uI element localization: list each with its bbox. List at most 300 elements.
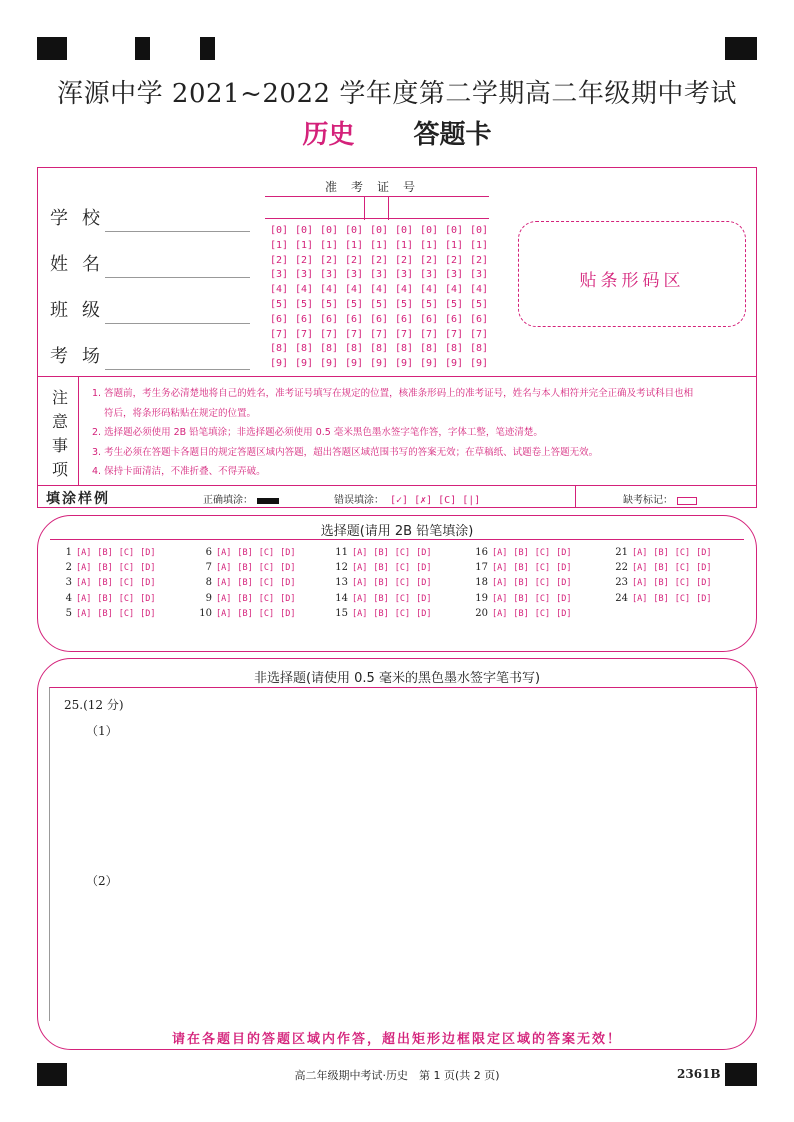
title-rule [50, 539, 744, 540]
question-number: 12 [335, 562, 348, 574]
digit-bubble[interactable]: [2] [419, 254, 439, 266]
option-bubble[interactable]: [A] [216, 563, 232, 574]
choice-question [198, 562, 338, 577]
digit-bubble[interactable]: [5] [469, 298, 489, 310]
option-bubble[interactable]: [C] [258, 563, 275, 574]
digit-bubble[interactable]: [2] [394, 254, 414, 266]
option-bubble[interactable]: [A] [492, 608, 508, 619]
option-bubble[interactable]: [B] [653, 578, 669, 589]
digit-bubble[interactable]: [6] [344, 313, 364, 325]
digit-bubble[interactable]: [1] [344, 239, 364, 251]
choice-question [614, 547, 754, 562]
digit-bubble[interactable]: [8] [269, 343, 289, 355]
digit-bubbles [269, 225, 489, 373]
barcode-area [518, 221, 746, 327]
digit-bubble[interactable]: [5] [369, 298, 389, 310]
wrong-fill-label: 错误填涂： [334, 495, 384, 506]
option-bubble[interactable]: [A] [76, 563, 92, 574]
id-cell[interactable] [365, 197, 389, 220]
option-bubble[interactable]: [D] [416, 593, 432, 604]
digit-bubble[interactable]: [4] [394, 284, 414, 296]
question-number: 18 [475, 577, 488, 589]
class-label: 班级 [50, 300, 114, 321]
digit-bubble[interactable]: [5] [269, 298, 289, 310]
question-number: 6 [205, 547, 212, 558]
option-bubble[interactable]: [C] [674, 548, 691, 558]
option-bubble[interactable]: [D] [416, 578, 432, 589]
choice-question [198, 593, 338, 608]
option-bubble[interactable]: [A] [216, 578, 232, 589]
digit-bubble[interactable]: [6] [444, 313, 464, 325]
choice-question [58, 562, 198, 577]
digit-row [269, 269, 489, 284]
barcode-label: 贴条形码区 [579, 271, 685, 291]
option-bubble[interactable]: [C] [534, 593, 551, 604]
option-bubble[interactable]: [D] [280, 608, 296, 619]
digit-bubble[interactable]: [6] [419, 313, 439, 325]
alignment-mark [37, 37, 67, 60]
option-bubble[interactable]: [D] [696, 593, 712, 604]
digit-row [269, 299, 489, 314]
option-bubble[interactable]: [C] [258, 608, 275, 619]
option-bubble[interactable]: [D] [140, 578, 156, 589]
school-field[interactable] [50, 206, 250, 232]
option-bubble[interactable]: [C] [534, 578, 551, 589]
answer-area-warning: 请在各题目的答题区域内作答，超出矩形边框限定区域的答案无效！ [171, 1032, 622, 1047]
fill-sample-title: 填涂样例 [46, 491, 110, 507]
digit-bubble[interactable]: [0] [394, 225, 414, 236]
option-bubble[interactable]: [B] [653, 593, 669, 604]
digit-bubble[interactable]: [4] [319, 284, 339, 296]
option-bubble[interactable]: [C] [534, 548, 551, 558]
option-bubble[interactable]: [A] [492, 563, 508, 574]
alignment-mark [725, 37, 757, 60]
option-bubble[interactable]: [A] [352, 548, 368, 558]
digit-bubble[interactable]: [9] [444, 358, 464, 370]
notice-item: 1. 答题前，考生务必清楚地将自己的姓名，准考证号填写在规定的位置，核准条形码上的准考证号，姓名与本人相符并完全正确及考试科目也相 [92, 388, 694, 399]
fill-sample-row [38, 486, 756, 508]
id-cell[interactable] [265, 197, 365, 220]
option-bubble[interactable]: [A] [216, 608, 232, 619]
exam-room-field[interactable] [50, 344, 250, 370]
digit-bubble[interactable]: [9] [369, 358, 389, 370]
question-number: 7 [205, 562, 212, 574]
digit-bubble[interactable]: [8] [294, 343, 314, 355]
option-bubble[interactable]: [A] [632, 563, 648, 574]
question-25-part-1: （1） [86, 724, 118, 738]
digit-bubble[interactable]: [3] [444, 269, 464, 281]
option-bubble[interactable]: [C] [674, 593, 691, 604]
correct-fill-mark [257, 498, 279, 504]
digit-bubble[interactable]: [3] [294, 269, 314, 281]
digit-bubble[interactable]: [0] [469, 225, 489, 236]
choice-question [334, 562, 474, 577]
choice-question [474, 593, 614, 608]
digit-bubble[interactable]: [6] [469, 313, 489, 325]
option-bubble[interactable]: [B] [513, 608, 529, 619]
option-bubble[interactable]: [B] [237, 548, 253, 558]
choice-column [198, 547, 338, 623]
absent-checkbox[interactable] [677, 497, 697, 505]
option-bubble[interactable]: [B] [373, 608, 389, 619]
option-bubble[interactable]: [C] [534, 608, 551, 619]
choice-column [614, 547, 754, 608]
option-bubble[interactable]: [D] [696, 578, 712, 589]
option-bubble[interactable]: [C] [394, 578, 411, 589]
option-bubble[interactable]: [B] [373, 548, 389, 558]
absent-label: 缺考标记： [623, 495, 673, 506]
class-line[interactable] [105, 323, 250, 324]
digit-bubble[interactable]: [3] [469, 269, 489, 281]
option-bubble[interactable]: [B] [513, 578, 529, 589]
digit-bubble[interactable]: [8] [369, 343, 389, 355]
option-bubble[interactable]: [D] [696, 563, 712, 574]
digit-bubble[interactable]: [4] [444, 284, 464, 296]
option-bubble[interactable]: [D] [556, 548, 572, 558]
option-bubble[interactable]: [B] [513, 593, 529, 604]
exam-title: 浑源中学 2021~2022 学年度第二学期高二年级期中考试 [57, 79, 737, 109]
digit-bubble[interactable]: [8] [319, 343, 339, 355]
digit-bubble[interactable]: [0] [444, 225, 464, 236]
digit-bubble[interactable]: [1] [319, 239, 339, 251]
option-bubble[interactable]: [B] [653, 563, 669, 574]
digit-bubble[interactable]: [7] [469, 328, 489, 340]
digit-bubble[interactable]: [9] [269, 358, 289, 370]
option-bubble[interactable]: [D] [280, 593, 296, 604]
option-bubble[interactable]: [A] [632, 548, 648, 558]
option-bubble[interactable]: [D] [140, 563, 156, 574]
digit-bubble[interactable]: [3] [369, 269, 389, 281]
digit-bubble[interactable]: [2] [294, 254, 314, 266]
choice-question [198, 608, 338, 623]
notice-item: 2. 选择题必须使用 2B 铅笔填涂；非选择题必须使用 0.5 毫米黑色墨水签字笔作答，字体工整，笔迹清楚。 [92, 427, 543, 438]
digit-bubble[interactable]: [8] [394, 343, 414, 355]
option-bubble[interactable]: [D] [140, 593, 156, 604]
choice-question [614, 562, 754, 577]
option-bubble[interactable]: [A] [632, 593, 648, 604]
digit-bubble[interactable]: [9] [394, 358, 414, 370]
digit-row [269, 329, 489, 344]
name-line[interactable] [105, 277, 250, 278]
choice-question [474, 577, 614, 592]
digit-bubble[interactable]: [4] [269, 284, 289, 296]
option-bubble[interactable]: [A] [352, 578, 368, 589]
digit-bubble[interactable]: [2] [344, 254, 364, 266]
option-bubble[interactable]: [B] [97, 548, 113, 558]
question-number: 3 [65, 577, 72, 589]
digit-bubble[interactable]: [1] [369, 239, 389, 251]
choice-column [334, 547, 474, 623]
digit-bubble[interactable]: [4] [419, 284, 439, 296]
option-bubble[interactable]: [A] [216, 593, 232, 604]
exam-room-label: 考场 [50, 346, 114, 367]
digit-bubble[interactable]: [1] [269, 239, 289, 251]
subject-row [0, 114, 794, 151]
digit-bubble[interactable]: [8] [419, 343, 439, 355]
digit-bubble[interactable]: [6] [269, 313, 289, 325]
digit-bubble[interactable]: [0] [419, 225, 439, 236]
option-bubble[interactable]: [C] [674, 578, 691, 589]
option-bubble[interactable]: [C] [118, 578, 135, 589]
digit-bubble[interactable]: [0] [319, 225, 339, 236]
option-bubble[interactable]: [A] [632, 578, 648, 589]
digit-bubble[interactable]: [1] [294, 239, 314, 251]
digit-bubble[interactable]: [8] [444, 343, 464, 355]
option-bubble[interactable]: [B] [237, 593, 253, 604]
choice-column [58, 547, 198, 623]
digit-bubble[interactable]: [5] [394, 298, 414, 310]
option-bubble[interactable]: [C] [534, 563, 551, 574]
question-number: 1 [65, 547, 72, 558]
info-box [37, 167, 757, 508]
digit-bubble[interactable]: [7] [294, 328, 314, 340]
option-bubble[interactable]: [C] [394, 593, 411, 604]
digit-row [269, 358, 489, 373]
question-number: 11 [335, 547, 348, 558]
choice-question [334, 577, 474, 592]
choice-question [614, 593, 754, 608]
question-number: 16 [475, 547, 488, 558]
exam-room-line[interactable] [105, 369, 250, 370]
digit-row [269, 314, 489, 329]
option-bubble[interactable]: [A] [76, 548, 92, 558]
digit-bubble[interactable]: [6] [294, 313, 314, 325]
question-number: 19 [475, 592, 488, 604]
digit-bubble[interactable]: [2] [444, 254, 464, 266]
option-bubble[interactable]: [B] [513, 563, 529, 574]
absent-mark-sample [623, 491, 697, 506]
id-cell[interactable] [389, 197, 489, 220]
option-bubble[interactable]: [B] [97, 593, 113, 604]
question-number: 24 [615, 592, 628, 604]
question-number: 4 [65, 592, 72, 604]
notice-heading: 注意事项 [51, 388, 68, 479]
question-number: 5 [65, 607, 72, 619]
choice-question [198, 547, 338, 562]
choice-question [474, 608, 614, 623]
alignment-mark [135, 37, 150, 60]
digit-bubble[interactable]: [7] [319, 328, 339, 340]
written-answer-section [37, 658, 757, 1050]
option-bubble[interactable]: [D] [280, 548, 296, 558]
digit-bubble[interactable]: [0] [294, 225, 314, 236]
option-bubble[interactable]: [D] [416, 548, 432, 558]
option-bubble[interactable]: [A] [76, 608, 92, 619]
option-bubble[interactable]: [D] [556, 578, 572, 589]
digit-bubble[interactable]: [6] [319, 313, 339, 325]
choice-question [474, 562, 614, 577]
option-bubble[interactable]: [C] [118, 563, 135, 574]
option-bubble[interactable]: [B] [97, 608, 113, 619]
digit-bubble[interactable]: [1] [469, 239, 489, 251]
option-bubble[interactable]: [D] [140, 608, 156, 619]
digit-bubble[interactable]: [2] [319, 254, 339, 266]
digit-bubble[interactable]: [7] [369, 328, 389, 340]
choice-question [474, 547, 614, 562]
card-label: 答题卡 [413, 120, 492, 150]
option-bubble[interactable]: [B] [373, 578, 389, 589]
option-bubble[interactable]: [B] [97, 578, 113, 589]
answer-title: 非选择题(请使用 0.5 毫米的黑色墨水签字笔书写) [253, 671, 541, 686]
wrong-fill-sample [334, 491, 480, 506]
option-bubble[interactable]: [D] [556, 563, 572, 574]
digit-bubble[interactable]: [3] [394, 269, 414, 281]
option-bubble[interactable]: [B] [237, 563, 253, 574]
option-bubble[interactable]: [B] [373, 563, 389, 574]
option-bubble[interactable]: [D] [416, 563, 432, 574]
option-bubble[interactable]: [C] [258, 578, 275, 589]
choice-title: 选择题(请用 2B 铅笔填涂) [320, 524, 474, 539]
option-bubble[interactable]: [C] [394, 563, 411, 574]
option-bubble[interactable]: [B] [373, 593, 389, 604]
digit-bubble[interactable]: [5] [319, 298, 339, 310]
digit-bubble[interactable]: [9] [419, 358, 439, 370]
digit-bubble[interactable]: [9] [319, 358, 339, 370]
notice-item: 符后，将条形码粘贴在规定的位置。 [104, 407, 257, 419]
digit-row [269, 284, 489, 299]
option-bubble[interactable]: [C] [118, 548, 135, 558]
school-line[interactable] [105, 231, 250, 232]
option-bubble[interactable]: [D] [140, 548, 156, 558]
question-number: 9 [205, 592, 212, 604]
digit-bubble[interactable]: [9] [469, 358, 489, 370]
option-bubble[interactable]: [C] [258, 548, 275, 558]
digit-bubble[interactable]: [0] [369, 225, 389, 236]
digit-bubble[interactable]: [3] [419, 269, 439, 281]
option-bubble[interactable]: [D] [416, 608, 432, 619]
option-bubble[interactable]: [A] [492, 578, 508, 589]
question-number: 17 [475, 562, 488, 574]
option-bubble[interactable]: [A] [76, 578, 92, 589]
digit-row [269, 255, 489, 270]
digit-bubble[interactable]: [6] [394, 313, 414, 325]
option-bubble[interactable]: [B] [653, 548, 669, 558]
choice-question [334, 593, 474, 608]
choice-question [58, 593, 198, 608]
class-field[interactable] [50, 298, 250, 324]
option-bubble[interactable]: [D] [556, 593, 572, 604]
digit-bubble[interactable]: [0] [269, 225, 289, 236]
choice-question [334, 608, 474, 623]
exam-id-grid[interactable] [265, 196, 489, 219]
digit-bubble[interactable]: [9] [344, 358, 364, 370]
exam-id-title: 准考证号 [324, 180, 429, 194]
option-bubble[interactable]: [C] [394, 548, 411, 558]
choice-question [614, 577, 754, 592]
option-bubble[interactable]: [D] [556, 608, 572, 619]
digit-bubble[interactable]: [5] [294, 298, 314, 310]
name-label: 姓名 [50, 254, 114, 275]
page-footer: 高二年级期中考试·历史 第 1 页(共 2 页) [294, 1069, 500, 1082]
digit-bubble[interactable]: [1] [444, 239, 464, 251]
digit-bubble[interactable]: [9] [294, 358, 314, 370]
answer-area[interactable] [49, 687, 758, 1021]
option-bubble[interactable]: [A] [492, 548, 508, 558]
digit-bubble[interactable]: [1] [419, 239, 439, 251]
multiple-choice-section [37, 515, 757, 652]
digit-bubble[interactable]: [7] [269, 328, 289, 340]
choice-column [474, 547, 614, 623]
digit-bubble[interactable]: [7] [394, 328, 414, 340]
option-bubble[interactable]: [A] [216, 548, 232, 558]
wrong-fill-marks: [✓] [✗] [C] [|] [390, 495, 481, 506]
correct-fill-label: 正确填涂： [203, 495, 253, 506]
digit-bubble[interactable]: [3] [344, 269, 364, 281]
digit-bubble[interactable]: [6] [369, 313, 389, 325]
digit-bubble[interactable]: [3] [269, 269, 289, 281]
divider [78, 376, 79, 486]
option-bubble[interactable]: [C] [258, 593, 275, 604]
choice-question [58, 577, 198, 592]
digit-bubble[interactable]: [4] [344, 284, 364, 296]
question-25-part-2: （2） [86, 874, 118, 888]
digit-bubble[interactable]: [4] [369, 284, 389, 296]
option-bubble[interactable]: [C] [674, 563, 691, 574]
question-number: 2 [65, 562, 72, 574]
digit-bubble[interactable]: [7] [419, 328, 439, 340]
question-number: 15 [335, 607, 348, 619]
digit-bubble[interactable]: [0] [344, 225, 364, 236]
option-bubble[interactable]: [D] [280, 578, 296, 589]
question-number: 23 [615, 577, 628, 589]
digit-bubble[interactable]: [2] [469, 254, 489, 266]
paper-code: 2361B [677, 1067, 721, 1081]
option-bubble[interactable]: [B] [513, 548, 529, 558]
option-bubble[interactable]: [A] [492, 593, 508, 604]
correct-fill-sample [203, 491, 279, 506]
option-bubble[interactable]: [A] [352, 593, 368, 604]
digit-bubble[interactable]: [3] [319, 269, 339, 281]
name-field[interactable] [50, 252, 250, 278]
digit-bubble[interactable]: [5] [344, 298, 364, 310]
digit-bubble[interactable]: [1] [394, 239, 414, 251]
option-bubble[interactable]: [C] [118, 608, 135, 619]
digit-bubble[interactable]: [5] [419, 298, 439, 310]
choice-question [58, 608, 198, 623]
alignment-mark [200, 37, 215, 60]
choice-question [334, 547, 474, 562]
option-bubble[interactable]: [B] [97, 563, 113, 574]
option-bubble[interactable]: [A] [76, 593, 92, 604]
option-bubble[interactable]: [A] [352, 563, 368, 574]
question-number: 22 [615, 562, 628, 574]
school-label: 学校 [50, 208, 114, 229]
question-number: 10 [199, 607, 212, 619]
digit-bubble[interactable]: [7] [444, 328, 464, 340]
digit-bubble[interactable]: [2] [369, 254, 389, 266]
notice-item: 4. 保持卡面清洁，不准折叠、不得弄破。 [92, 466, 266, 477]
digit-bubble[interactable]: [7] [344, 328, 364, 340]
digit-bubble[interactable]: [5] [444, 298, 464, 310]
question-number: 14 [335, 592, 348, 604]
digit-bubble[interactable]: [4] [469, 284, 489, 296]
option-bubble[interactable]: [A] [352, 608, 368, 619]
option-bubble[interactable]: [C] [118, 593, 135, 604]
question-number: 20 [475, 607, 488, 619]
notice-item: 3. 考生必须在答题卡各题目的规定答题区域内答题，超出答题区域范围书写的答案无效；在草稿纸、试题卷上答题无效。 [92, 446, 599, 458]
digit-bubble[interactable]: [8] [344, 343, 364, 355]
digit-bubble[interactable]: [8] [469, 343, 489, 355]
subject-name: 历史 [302, 120, 355, 150]
divider [38, 376, 756, 377]
option-bubble[interactable]: [B] [237, 608, 253, 619]
option-bubble[interactable]: [B] [237, 578, 253, 589]
option-bubble[interactable]: [C] [394, 608, 411, 619]
option-bubble[interactable]: [D] [696, 548, 712, 558]
digit-bubble[interactable]: [2] [269, 254, 289, 266]
option-bubble[interactable]: [D] [280, 563, 296, 574]
digit-bubble[interactable]: [4] [294, 284, 314, 296]
